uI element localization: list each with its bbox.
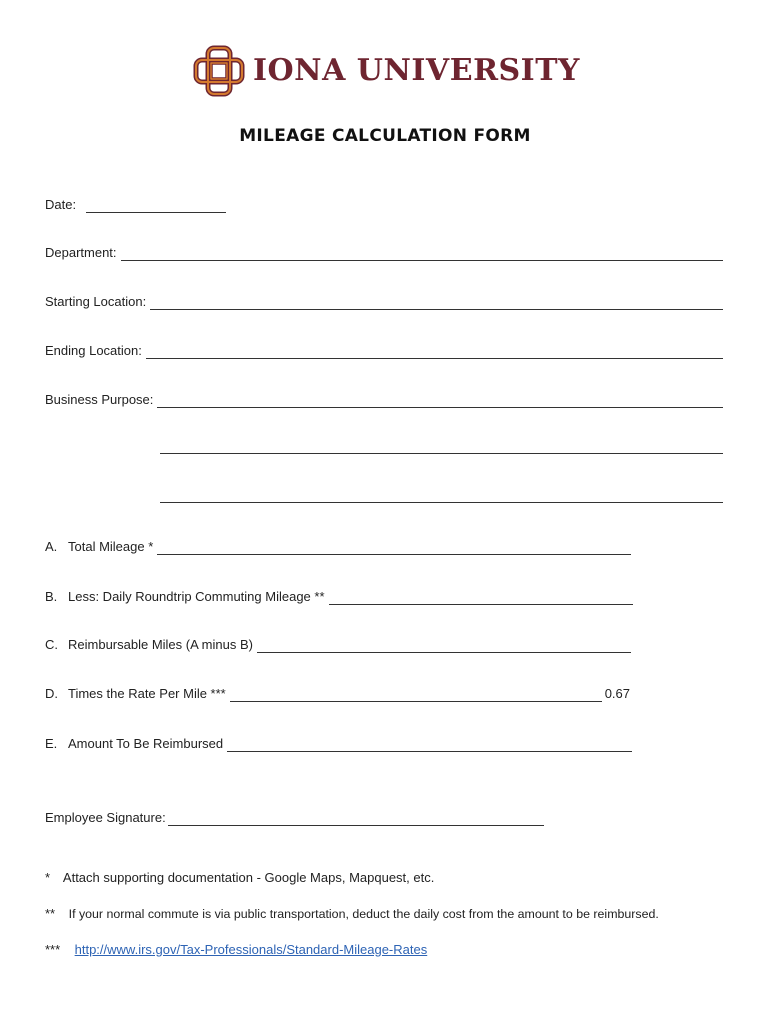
item-letter-a: A.: [45, 539, 58, 554]
footnote-3-mark: ***: [45, 942, 61, 957]
ending-location-field-line[interactable]: [146, 346, 723, 359]
logo-wordmark: IONA UNIVERSITY: [253, 53, 580, 88]
footnote-2: [45, 906, 659, 922]
employee-signature-label: Employee Signature:: [45, 810, 166, 825]
department-field-line[interactable]: [121, 248, 723, 261]
ending-location-label: Ending Location:: [45, 343, 142, 358]
footnote-2-mark: **: [45, 906, 56, 921]
commuting-mileage-row: [45, 589, 633, 605]
date-row: [45, 197, 226, 213]
item-letter-c: C.: [45, 637, 58, 652]
amount-reimbursed-row: [45, 736, 632, 752]
reimbursable-miles-field-line[interactable]: [257, 640, 631, 653]
starting-location-row: [45, 294, 723, 310]
rate-per-mile-row: [45, 686, 630, 702]
footnote-2-text: If your normal commute is via public transportation, deduct the daily cost from the amount to be reimbursed.: [68, 907, 659, 921]
department-label: Department:: [45, 245, 117, 260]
total-mileage-field-line[interactable]: [157, 542, 631, 555]
business-purpose-label: Business Purpose:: [45, 392, 154, 407]
business-purpose-row-3: [160, 490, 723, 503]
reimbursable-miles-label: Reimbursable Miles (A minus B): [68, 637, 253, 652]
commuting-mileage-label: Less: Daily Roundtrip Commuting Mileage **: [68, 589, 325, 604]
business-purpose-field-line-3[interactable]: [160, 490, 723, 503]
employee-signature-row: [45, 810, 544, 826]
commuting-mileage-field-line[interactable]: [329, 592, 633, 605]
total-mileage-row: [45, 539, 631, 555]
date-label: Date:: [45, 197, 77, 212]
rate-per-mile-label: Times the Rate Per Mile ***: [68, 686, 226, 701]
starting-location-label: Starting Location:: [45, 294, 147, 309]
footnote-3: [45, 942, 427, 958]
iona-university-logo: [192, 44, 580, 98]
business-purpose-row-2: [160, 441, 723, 454]
amount-reimbursed-label: Amount To Be Reimbursed: [68, 736, 224, 751]
starting-location-field-line[interactable]: [150, 297, 723, 310]
date-field-line[interactable]: [86, 200, 226, 213]
total-mileage-label: Total Mileage *: [68, 539, 154, 554]
item-letter-e: E.: [45, 736, 58, 751]
item-letter-d: D.: [45, 686, 58, 701]
item-letter-b: B.: [45, 589, 58, 604]
amount-reimbursed-field-line[interactable]: [227, 739, 632, 752]
ending-location-row: [45, 343, 723, 359]
footnote-1-text: Attach supporting documentation - Google Maps, Mapquest, etc.: [62, 870, 435, 885]
employee-signature-field-line[interactable]: [168, 813, 544, 826]
business-purpose-row: [45, 392, 723, 408]
reimbursable-miles-row: [45, 637, 631, 653]
business-purpose-field-line-2[interactable]: [160, 441, 723, 454]
footnote-1: [45, 870, 434, 886]
rate-per-mile-field-line[interactable]: [230, 689, 602, 702]
department-row: [45, 245, 723, 261]
footnote-1-mark: *: [45, 870, 51, 885]
rate-per-mile-value: 0.67: [604, 686, 630, 701]
business-purpose-field-line[interactable]: [157, 395, 723, 408]
celtic-knot-icon: [192, 44, 246, 98]
irs-mileage-rates-link[interactable]: http://www.irs.gov/Tax-Professionals/Standard-Mileage-Rates: [74, 942, 428, 957]
form-title: MILEAGE CALCULATION FORM: [239, 126, 531, 146]
